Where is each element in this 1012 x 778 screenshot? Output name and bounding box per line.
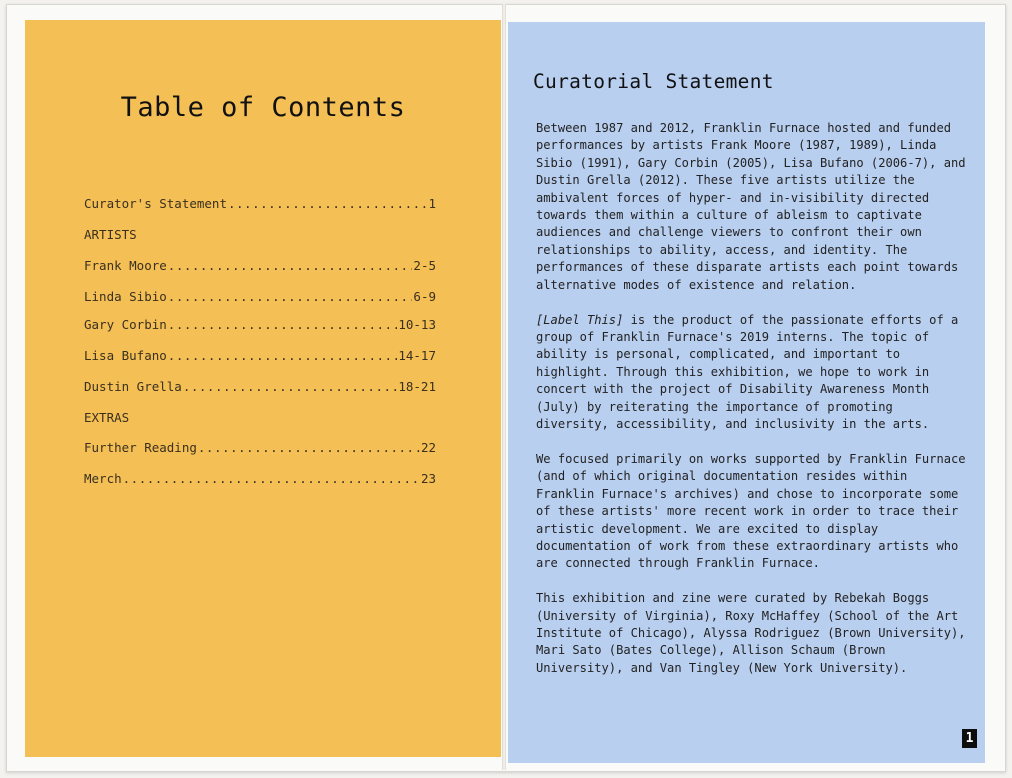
statement-paragraph-2 — [536, 312, 966, 434]
toc-entry — [84, 196, 436, 211]
curatorial-statement-page — [508, 22, 985, 763]
toc-entry — [84, 348, 436, 363]
toc-dot-leader — [198, 440, 420, 455]
toc-entry — [84, 471, 436, 486]
toc-dot-leader — [168, 317, 398, 332]
toc-entry-page: 14-17 — [398, 348, 436, 363]
toc-entry-page: 1 — [428, 196, 436, 211]
toc-entry-page: 22 — [420, 440, 436, 455]
toc-dot-leader — [183, 379, 398, 394]
statement-title: Curatorial Statement — [533, 70, 774, 93]
toc-list — [84, 196, 436, 502]
toc-entry-label: Merch — [84, 471, 122, 486]
toc-dot-leader — [168, 289, 413, 304]
toc-entry-page: 10-13 — [398, 317, 436, 332]
toc-entry — [84, 258, 436, 273]
statement-body — [536, 120, 966, 695]
toc-dot-leader — [123, 471, 420, 486]
toc-entry-label: Lisa Bufano — [84, 348, 167, 363]
statement-paragraph-4: This exhibition and zine were curated by Rebekah Boggs (University of Virginia), Roxy McHaffey (School of the Art Institute of Chicago), Alyssa Rodriguez (Brown University), Mari Sato (Bates College), Allison Schaum (Brown University), and Van Tingley (New York University). — [536, 591, 966, 675]
toc-entry-label: Frank Moore — [84, 258, 167, 273]
toc-entry — [84, 379, 436, 394]
toc-dot-leader — [168, 348, 398, 363]
toc-entry-label: Gary Corbin — [84, 317, 167, 332]
toc-entry-label: Linda Sibio — [84, 289, 167, 304]
statement-paragraph-3: We focused primarily on works supported by Franklin Furnace (and of which original documentation resides within Franklin Furnace's archives) and chose to incorporate some of these artists' more recent work in order to trace their artistic development. We are excited to display documentation of work from these extraordinary artists who are connected through Franklin Furnace. — [536, 451, 966, 571]
toc-entry-label: Dustin Grella — [84, 379, 182, 394]
toc-title: Table of Contents — [120, 92, 406, 123]
toc-entry-page: 18-21 — [398, 379, 436, 394]
toc-entry — [84, 289, 436, 304]
toc-entry — [84, 440, 436, 455]
toc-entry-page: 6-9 — [413, 289, 436, 304]
toc-entry — [84, 317, 436, 332]
toc-entry-label: Further Reading — [84, 440, 197, 455]
table-of-contents-page — [25, 20, 501, 757]
statement-paragraph-1: Between 1987 and 2012, Franklin Furnace hosted and funded performances by artists Frank Moore (1987, 1989), Linda Sibio (1991), Gary Corbin (2005), Lisa Bufano (2006-7), and Dustin Grella (2012). These five artists utilize the ambivalent forces of hyper- and in-visibility directed towards them within a culture of ableism to captivate audiences and challenge viewers to confront their own relationships to ability, access, and identity. The performances of these disparate artists each point towards alternative modes of existence and relation. — [536, 121, 966, 292]
toc-entry-label: Curator's Statement — [84, 196, 227, 211]
toc-dot-leader — [168, 258, 413, 273]
toc-dot-leader — [228, 196, 427, 211]
toc-entry-page: 23 — [420, 471, 436, 486]
toc-entry-page: 2-5 — [413, 258, 436, 273]
exhibition-title: [Label This] — [536, 312, 624, 327]
spine-fold — [502, 4, 506, 770]
statement-paragraph-2-text: is the product of the passionate efforts of a group of Franklin Furnace's 2019 interns. The topic of ability is personal, complicated, and important to highlight. Through this exhibition, we hope to work in concert with the project of Disability Awareness Month (July) by reiterating the importance of promoting diversity, accessibility, and inclusivity in the arts. — [536, 312, 959, 431]
toc-section-heading: ARTISTS — [84, 227, 137, 242]
page-number-badge: 1 — [962, 729, 977, 748]
toc-section-heading: EXTRAS — [84, 410, 130, 425]
